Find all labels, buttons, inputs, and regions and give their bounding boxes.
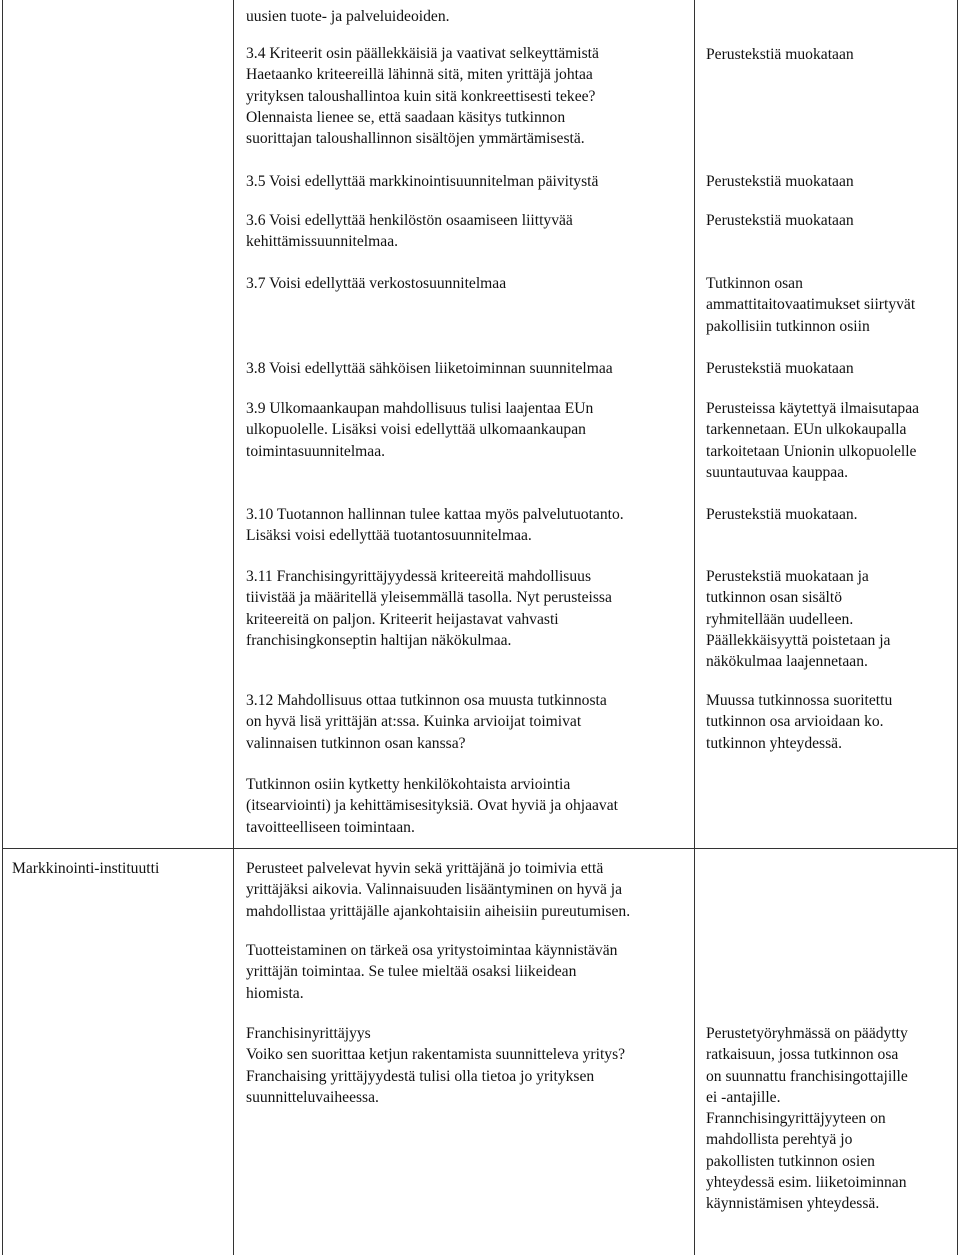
text-line: yrityksen taloushallintoa kuin sitä konkreettisesti tekee? (246, 87, 596, 105)
text-line: tutkinnon osa arvioidaan ko. (706, 713, 884, 731)
text-line: kehittämissuunnitelmaa. (246, 233, 399, 251)
text-line: Tuotteistaminen on tärkeä osa yritystoimintaa käynnistävän (246, 942, 618, 959)
text-line: yrittäjäksi aikovia. Valinnaisuuden lisääntyminen on hyvä ja (246, 881, 623, 899)
cell-comment-perusteet (246, 858, 630, 922)
text-line: Perustekstiä muokataan (706, 212, 854, 229)
text-line: Perustekstiä muokataan (706, 46, 854, 63)
table-right-border (957, 0, 958, 1255)
text-line: Lisäksi voisi edellyttää tuotantosuunnitelmaa. (246, 527, 532, 545)
cell-comment-3-9 (246, 398, 593, 462)
text-line: pakollisiin tutkinnon osiin (706, 317, 870, 335)
cell-response-3-12 (706, 690, 892, 754)
text-line: Franchaising yrittäjyydestä tulisi olla tietoa jo yrityksen (246, 1067, 595, 1085)
text-line: Muussa tutkinnossa suoritettu (706, 692, 893, 709)
text-line: toimintasuunnitelmaa. (246, 442, 386, 460)
text-line: Olennaista lienee se, että saadaan käsitys tutkinnon (246, 108, 566, 126)
text-line: tiivistää ja määritellä yleisemmällä tasolla. Nyt perusteissa (246, 589, 612, 607)
cell-response-3-10 (706, 504, 858, 525)
text-line: on hyvä lisä yrittäjän at:ssa. Kuinka arvioijat toimivat (246, 713, 582, 731)
cell-response-3-11 (706, 566, 890, 672)
cell-response-3-4 (706, 44, 854, 65)
cell-comment-assessment (246, 774, 618, 838)
table-left-border (2, 0, 3, 1255)
text-line: Frannchisingyrittäjyyteen on (706, 1110, 886, 1128)
text-line: ei -antajille. (706, 1088, 781, 1106)
text-line: Haetaanko kriteereillä lähinnä sitä, miten yrittäjä johtaa (246, 66, 593, 84)
text-line: suunnitteluvaiheessa. (246, 1088, 379, 1106)
text-line: pakollisten tutkinnon osien (706, 1152, 875, 1170)
cell-organization-name (12, 858, 159, 879)
text-line: Franchisinyrittäjyys (246, 1025, 371, 1042)
text-line: tutkinnon osan sisältö (706, 589, 843, 607)
text-line: Perusteissa käytettyä ilmaisutapaa (706, 400, 920, 417)
text-line: mahdollistaa yrittäjälle ajankohtaisiin aiheisiin pureutumisen. (246, 902, 631, 920)
text-line: yhteydessä esim. liiketoiminnan (706, 1174, 907, 1192)
text-line: ulkopuolelle. Lisäksi voisi edellyttää ulkomaankaupan (246, 421, 586, 439)
text-line: yrittäjän toimintaa. Se tulee mieltää osaksi liikeidean (246, 963, 577, 981)
cell-comment-3-11 (246, 566, 612, 651)
cell-response-franchising (706, 1023, 908, 1215)
cell-response-3-9 (706, 398, 919, 483)
text-line: Perustekstiä muokataan (706, 360, 854, 377)
text-line: suuntautuvaa kauppaa. (706, 463, 849, 481)
cell-response-3-6 (706, 210, 854, 231)
cell-comment-intro (246, 6, 450, 27)
cell-response-3-5 (706, 171, 854, 192)
column-divider-2 (694, 0, 695, 1255)
text-line: Perusteet palvelevat hyvin sekä yrittäjänä jo toimivia että (246, 860, 604, 877)
text-line: tutkinnon yhteydessä. (706, 734, 842, 752)
cell-response-3-7 (706, 273, 915, 337)
text-line: ratkaisuun, jossa tutkinnon osa (706, 1046, 899, 1064)
cell-comment-3-5 (246, 171, 598, 192)
cell-comment-3-4 (246, 43, 599, 149)
text-line: kriteereitä on paljon. Kriteerit heijastavat vahvasti (246, 610, 559, 628)
text-line: Perustekstiä muokataan. (706, 506, 858, 523)
text-line: (itsearviointi) ja kehittämisesityksiä. Ovat hyviä ja ohjaavat (246, 797, 618, 815)
text-line: Markkinointi-instituutti (12, 860, 160, 877)
text-line: 3.9 Ulkomaankaupan mahdollisuus tulisi laajentaa EUn (246, 400, 594, 417)
text-line: näkökulmaa laajennetaan. (706, 653, 868, 671)
text-line: tarkoitetaan Unionin ulkopuolelle (706, 442, 917, 460)
cell-comment-3-10 (246, 504, 624, 547)
cell-comment-franchising (246, 1023, 625, 1108)
text-line: on suunnattu franchisingottajille (706, 1067, 908, 1085)
text-line: Voiko sen suorittaa ketjun rakentamista suunnitteleva yritys? (246, 1046, 626, 1064)
text-line: Tutkinnon osiin kytketty henkilökohtaista arviointia (246, 776, 571, 793)
text-line: Perustekstiä muokataan ja (706, 568, 869, 585)
text-line: hiomista. (246, 984, 304, 1002)
text-line: ryhmitellään uudelleen. (706, 610, 854, 628)
cell-response-3-8 (706, 358, 854, 379)
text-line: franchisingkonseptin haltijan näkökulmaa. (246, 631, 512, 649)
text-line: uusien tuote- ja palveluideoiden. (246, 8, 450, 25)
cell-comment-3-6 (246, 210, 573, 253)
text-line: Tutkinnon osan (706, 275, 803, 292)
text-line: Perustetyöryhmässä on päädytty (706, 1025, 908, 1042)
cell-comment-3-7 (246, 273, 506, 294)
cell-comment-3-12 (246, 690, 607, 754)
text-line: 3.7 Voisi edellyttää verkostosuunnitelmaa (246, 275, 507, 292)
text-line: 3.12 Mahdollisuus ottaa tutkinnon osa muusta tutkinnosta (246, 692, 607, 709)
text-line: ammattitaitovaatimukset siirtyvät (706, 296, 916, 314)
text-line: mahdollista perehtyä jo (706, 1131, 853, 1149)
text-line: 3.11 Franchisingyrittäjyydessä kriteereitä mahdollisuus (246, 568, 592, 585)
text-line: suorittajan taloushallinnon sisältöjen ymmärtämisestä. (246, 130, 585, 148)
text-line: tarkennetaan. EUn ulkokaupalla (706, 421, 907, 439)
text-line: käynnistämisen yhteydessä. (706, 1195, 880, 1213)
text-line: 3.5 Voisi edellyttää markkinointisuunnitelman päivitystä (246, 173, 599, 190)
text-line: 3.4 Kriteerit osin päällekkäisiä ja vaativat selkeyttämistä (246, 45, 599, 62)
cell-comment-3-8 (246, 358, 613, 379)
text-line: Päällekkäisyyttä poistetaan ja (706, 631, 891, 649)
text-line: 3.8 Voisi edellyttää sähköisen liiketoiminnan suunnitelmaa (246, 360, 613, 377)
row-divider (2, 848, 958, 849)
text-line: valinnaisen tutkinnon osan kanssa? (246, 734, 466, 752)
text-line: Perustekstiä muokataan (706, 173, 854, 190)
text-line: tavoitteelliseen toimintaan. (246, 818, 415, 836)
text-line: 3.10 Tuotannon hallinnan tulee kattaa myös palvelutuotanto. (246, 506, 624, 523)
text-line: 3.6 Voisi edellyttää henkilöstön osaamiseen liittyvää (246, 212, 573, 229)
cell-comment-tuotteistaminen (246, 940, 617, 1004)
column-divider-1 (233, 0, 234, 1255)
